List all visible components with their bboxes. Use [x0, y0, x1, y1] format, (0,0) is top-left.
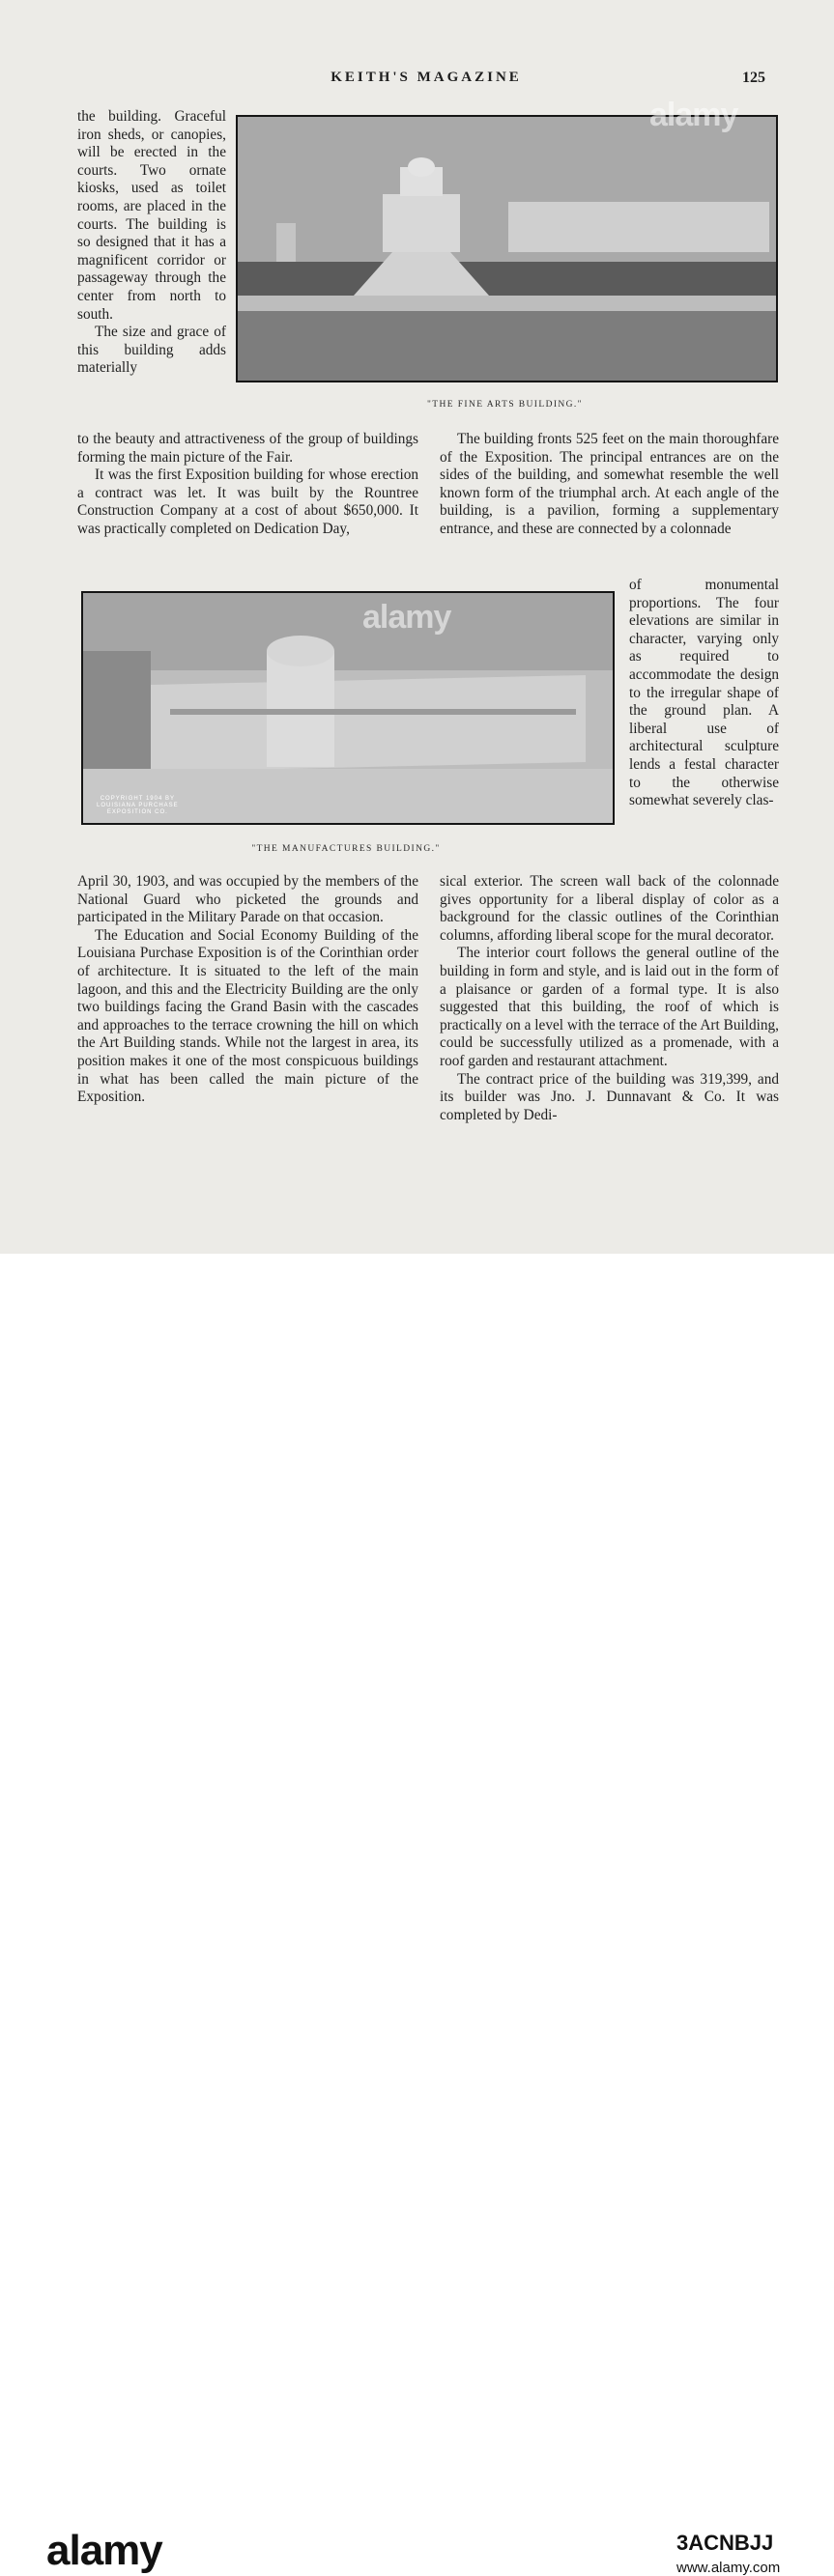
col2-lower: sical exterior. The screen wall back of the colonnade gives opportunity for a liberal display of color as a background for the classic outlines of the Corinthian columns, affording liberal scope for the mural decorator. The interior court follows the general outline of the building in form and style, and is laid out in the form of a plaisance or garden of a formal type. It is also suggested that this building, the roof of which is practically on a level with the terrace of the Art Building, could be successfully utilized as a promenade, with a roof garden and restaurant attachment. The contract price of the building was 319,399, and its builder was Jno. J. Dunnavant & Co. It was completed by Dedi-: [440, 873, 779, 1123]
page-number: 125: [742, 70, 765, 86]
col2-narrow: of monumental proportions. The four elevations are similar in character, varying only as required to accommodate the design to the irregular shape of the ground plan. A liberal use of architectural sculpture lends a festal character to the otherwise somewhat severely clas-: [629, 577, 779, 809]
col1-narrow-a: the building. Graceful iron sheds, or canopies, will be erected in the courts. Two ornate kiosks, used as toilet rooms, are placed in the courts. The building is so designed that it has a magnificent corridor or passageway through the center from north to south. The size and grace of this building adds materially: [77, 108, 226, 377]
col1-wide: to the beauty and attractiveness of the group of buildings forming the main picture of the Fair. It was the first Exposition building for whose erection a contract was let. It was built by the Rountree Construction Company at a cost of about $650,000. It was practically completed on Dedication Day,: [77, 431, 418, 537]
watermark-center: alamy: [362, 599, 451, 636]
magazine-page: [0, 0, 834, 1254]
fine-arts-photo: [236, 115, 778, 382]
site-url: www.alamy.com: [676, 2560, 781, 2576]
watermark-top: alamy: [649, 97, 738, 133]
fine-arts-caption: "THE FINE ARTS BUILDING.": [427, 400, 583, 410]
col1-lower: April 30, 1903, and was occupied by the members of the National Guard who picketed the grounds and participated in the Military Parade on that occasion. The Education and Social Economy Building of the Louisiana Purchase Exposition is of the Corinthian order of architecture. It is situated to the left of the main lagoon, and this and the Electricity Building are the only two buildings facing the Grand Basin with the cascades and approaches to the terrace crowning the hill on which the Art Building stands. While not the largest in area, its position makes it one of the most conspicuous buildings in what has been called the main picture of the Exposition.: [77, 873, 418, 1106]
manufactures-photo: [81, 591, 615, 825]
col2-top: The building fronts 525 feet on the main thoroughfare of the Exposition. The principal entrances are on the sides of the building, and somewhat resemble the well known form of the triumphal arch. At each angle of the building, is a pavilion, forming a supplementary entrance, and these are connected by a colonnade: [440, 431, 779, 537]
stock-footer: [0, 1254, 834, 2576]
manufactures-caption: "THE MANUFACTURES BUILDING.": [251, 844, 441, 854]
image-id: 3ACNBJJ: [676, 2531, 774, 2555]
running-header: KEITH'S MAGAZINE: [331, 70, 522, 85]
manufactures-credit: COPYRIGHT 1904 BY LOUISIANA PURCHASE EXPOSITION CO.: [97, 796, 179, 815]
alamy-logo: alamy: [46, 2527, 162, 2574]
